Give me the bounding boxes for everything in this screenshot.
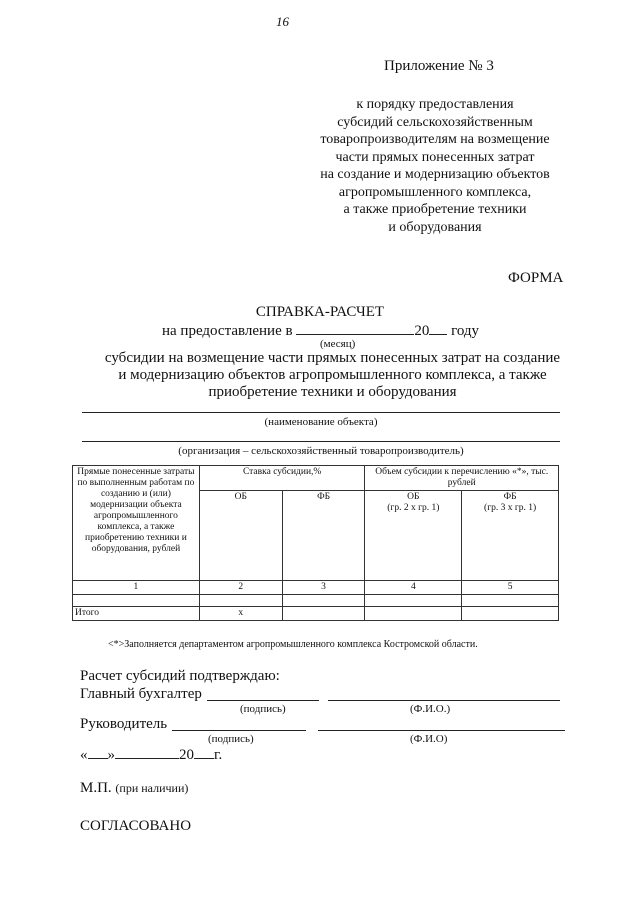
date-close-quote: »	[107, 747, 115, 763]
appendix-line: к порядку предоставления	[356, 97, 514, 112]
appendix-line: агропромышленного комплекса,	[338, 184, 532, 200]
appendix-description	[300, 96, 570, 236]
appendix-line: субсидий сельскохозяйственным	[337, 114, 533, 130]
object-name-field[interactable]	[82, 412, 560, 413]
amount-ob-label: ОБ	[407, 492, 420, 502]
amount-header: Объем субсидии к перечислению «*», тыс. рублей	[365, 466, 559, 491]
amount-fb-header	[462, 491, 559, 581]
page-number: 16	[276, 14, 289, 29]
subject-line: приобретение техники и оборудования	[208, 384, 457, 400]
table-cell[interactable]	[282, 595, 365, 607]
document-title: СПРАВКА-РАСЧЕТ	[255, 304, 385, 320]
footnote: <*>Заполняется департаментом агропромышленного комплекса Костромской области.	[108, 639, 478, 650]
day-blank[interactable]	[88, 744, 108, 759]
agreed-label: СОГЛАСОВАНО	[80, 818, 192, 834]
appendix-line: товаропроизводителям на возмещение	[320, 132, 550, 147]
head-signature-line[interactable]	[172, 730, 306, 731]
head-fio-line[interactable]	[318, 730, 565, 731]
date-year-suffix: г.	[214, 747, 223, 763]
year-prefix: 20	[414, 323, 430, 339]
confirm-label: Расчет субсидий подтверждаю:	[80, 668, 280, 684]
signature-caption: (подпись)	[208, 733, 254, 745]
stamp-note: (при наличии)	[115, 781, 189, 795]
stamp-label: М.П.	[80, 780, 112, 796]
rate-fb-header: ФБ	[282, 491, 365, 581]
year-blank[interactable]	[429, 320, 447, 335]
subject-line: и модернизацию объектов агропромышленного комплекса, а также	[118, 367, 547, 383]
amount-fb-formula: (гр. 3 х гр. 1)	[484, 503, 537, 513]
column-number: 5	[462, 581, 559, 595]
head-label: Руководитель	[80, 716, 168, 732]
column-number: 1	[73, 581, 200, 595]
fio-caption: (Ф.И.О.)	[410, 703, 451, 715]
appendix-line: и оборудования	[388, 219, 482, 235]
period-prefix: на предоставление в	[162, 323, 293, 339]
date-year-prefix: 20	[179, 747, 194, 763]
amount-fb-label: ФБ	[503, 492, 517, 502]
year-blank[interactable]	[194, 744, 214, 759]
rate-header: Ставка субсидии,%	[199, 466, 365, 491]
chief-accountant-label: Главный бухгалтер	[80, 686, 202, 702]
table-cell[interactable]	[282, 607, 365, 621]
column-number: 3	[282, 581, 365, 595]
date-open-quote: «	[80, 747, 88, 763]
subject-text	[80, 350, 585, 401]
table-cell[interactable]	[365, 607, 462, 621]
table-cell[interactable]	[365, 595, 462, 607]
organization-caption: (организация – сельскохозяйственный товаропроизводитель)	[178, 445, 464, 457]
table-cell[interactable]	[199, 595, 282, 607]
month-blank[interactable]	[115, 744, 179, 759]
total-rate-ob: х	[199, 607, 282, 621]
year-suffix: году	[451, 323, 480, 339]
appendix-line: на создание и модернизацию объектов	[320, 167, 550, 182]
subsidy-table	[72, 465, 559, 621]
period-line	[162, 320, 479, 340]
rate-ob-header: ОБ	[199, 491, 282, 581]
column-number: 2	[199, 581, 282, 595]
table-cell[interactable]	[73, 595, 200, 607]
column-number: 4	[365, 581, 462, 595]
fio-caption: (Ф.И.О)	[410, 733, 448, 745]
column-number-row	[73, 581, 559, 595]
object-name-caption: (наименование объекта)	[264, 416, 378, 428]
table-row	[73, 595, 559, 607]
subject-line: субсидии на возмещение части прямых понесенных затрат на создание	[104, 350, 561, 366]
form-label: ФОРМА	[508, 270, 564, 286]
total-label: Итого	[73, 607, 200, 621]
month-caption: (месяц)	[320, 338, 356, 350]
signature-caption: (подпись)	[240, 703, 286, 715]
appendix-line: а также приобретение техники	[343, 202, 527, 217]
table-header-row	[73, 466, 559, 491]
organization-field[interactable]	[82, 441, 560, 442]
amount-ob-formula: (гр. 2 х гр. 1)	[387, 503, 440, 513]
costs-header: Прямые понесенные затраты по выполненным работам по созданию и (или) модернизации объекта агропромышленного комплекса, а также приобретению техники и оборудования, рублей	[73, 466, 200, 581]
table-cell[interactable]	[462, 595, 559, 607]
month-blank[interactable]	[296, 320, 414, 335]
total-row	[73, 607, 559, 621]
date-line	[80, 744, 222, 764]
appendix-title: Приложение № 3	[384, 58, 494, 74]
amount-ob-header	[365, 491, 462, 581]
table-cell[interactable]	[462, 607, 559, 621]
appendix-line: части прямых понесенных затрат	[335, 149, 535, 165]
chief-accountant-fio-line[interactable]	[328, 700, 560, 701]
chief-accountant-signature-line[interactable]	[207, 700, 319, 701]
stamp-line	[80, 780, 188, 797]
